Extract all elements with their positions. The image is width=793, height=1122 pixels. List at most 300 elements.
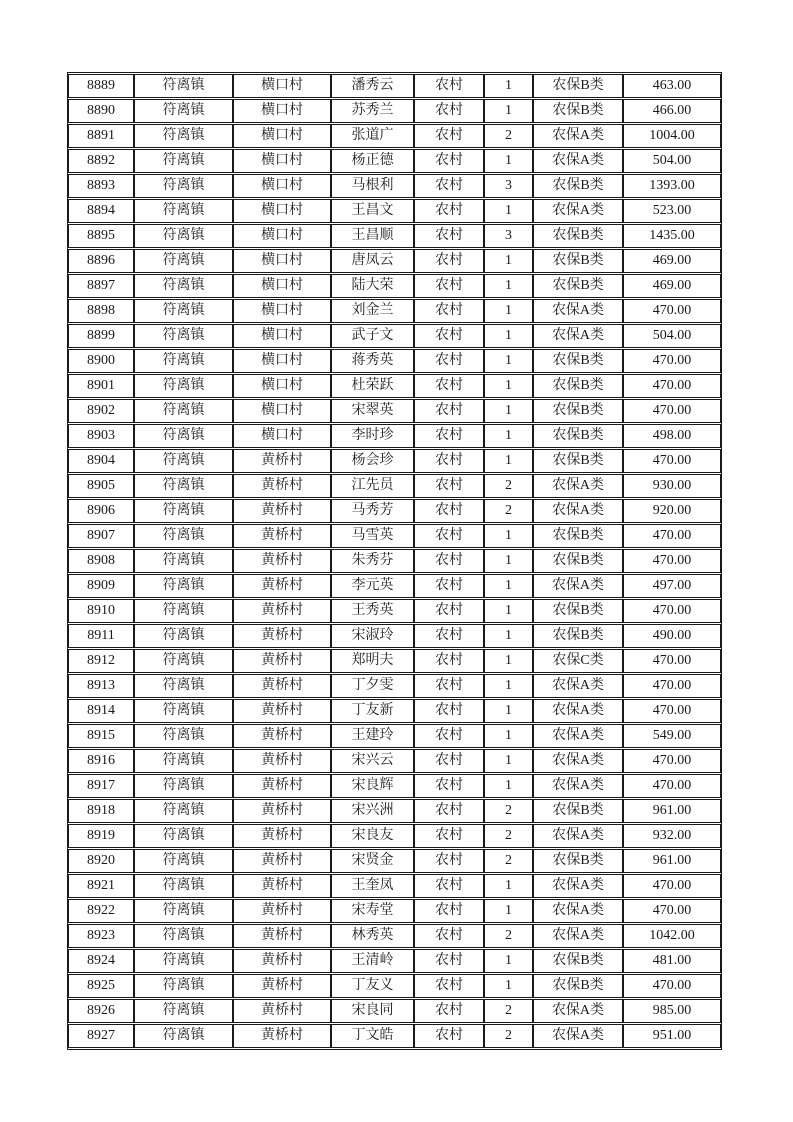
cell-town: 符离镇 [134, 349, 233, 373]
cell-category: 农村 [414, 99, 484, 123]
cell-category: 农村 [414, 324, 484, 348]
table-row [68, 374, 721, 398]
cell-row-id: 8903 [68, 424, 134, 448]
cell-category: 农村 [414, 149, 484, 173]
cell-village: 黄桥村 [233, 799, 331, 823]
cell-amount: 961.00 [623, 849, 721, 873]
cell-count: 1 [484, 874, 533, 898]
cell-town: 符离镇 [134, 624, 233, 648]
cell-person-name: 王秀英 [331, 599, 414, 623]
cell-row-id: 8896 [68, 249, 134, 273]
cell-category: 农村 [414, 749, 484, 773]
cell-person-name: 宋兴洲 [331, 799, 414, 823]
cell-insurance-type: 农保A类 [533, 199, 623, 223]
cell-count: 1 [484, 649, 533, 673]
cell-row-id: 8892 [68, 149, 134, 173]
cell-insurance-type: 农保B类 [533, 174, 623, 198]
cell-insurance-type: 农保A类 [533, 1024, 623, 1048]
cell-town: 符离镇 [134, 824, 233, 848]
cell-town: 符离镇 [134, 774, 233, 798]
cell-insurance-type: 农保C类 [533, 649, 623, 673]
cell-amount: 470.00 [623, 399, 721, 423]
cell-category: 农村 [414, 824, 484, 848]
cell-amount: 930.00 [623, 474, 721, 498]
cell-amount: 932.00 [623, 824, 721, 848]
cell-category: 农村 [414, 974, 484, 998]
cell-person-name: 潘秀云 [331, 74, 414, 98]
cell-row-id: 8902 [68, 399, 134, 423]
cell-category: 农村 [414, 799, 484, 823]
cell-category: 农村 [414, 174, 484, 198]
cell-amount: 470.00 [623, 699, 721, 723]
cell-category: 农村 [414, 299, 484, 323]
table-row [68, 249, 721, 273]
table-row [68, 649, 721, 673]
cell-row-id: 8895 [68, 224, 134, 248]
cell-town: 符离镇 [134, 549, 233, 573]
cell-insurance-type: 农保A类 [533, 574, 623, 598]
cell-amount: 1004.00 [623, 124, 721, 148]
cell-amount: 470.00 [623, 449, 721, 473]
cell-category: 农村 [414, 424, 484, 448]
cell-village: 黄桥村 [233, 774, 331, 798]
cell-row-id: 8909 [68, 574, 134, 598]
cell-insurance-type: 农保B类 [533, 974, 623, 998]
cell-row-id: 8904 [68, 449, 134, 473]
cell-insurance-type: 农保B类 [533, 449, 623, 473]
table-row [68, 574, 721, 598]
cell-amount: 523.00 [623, 199, 721, 223]
cell-person-name: 李时珍 [331, 424, 414, 448]
cell-amount: 985.00 [623, 999, 721, 1023]
table-row [68, 799, 721, 823]
cell-row-id: 8921 [68, 874, 134, 898]
cell-person-name: 杨会珍 [331, 449, 414, 473]
cell-count: 1 [484, 624, 533, 648]
cell-count: 1 [484, 549, 533, 573]
cell-row-id: 8913 [68, 674, 134, 698]
cell-category: 农村 [414, 574, 484, 598]
cell-category: 农村 [414, 924, 484, 948]
cell-amount: 1042.00 [623, 924, 721, 948]
cell-person-name: 王清岭 [331, 949, 414, 973]
cell-insurance-type: 农保B类 [533, 374, 623, 398]
cell-insurance-type: 农保A类 [533, 924, 623, 948]
cell-count: 1 [484, 274, 533, 298]
cell-row-id: 8900 [68, 349, 134, 373]
cell-row-id: 8912 [68, 649, 134, 673]
cell-village: 横口村 [233, 149, 331, 173]
cell-amount: 498.00 [623, 424, 721, 448]
cell-count: 1 [484, 199, 533, 223]
cell-person-name: 马根利 [331, 174, 414, 198]
cell-town: 符离镇 [134, 1024, 233, 1048]
cell-town: 符离镇 [134, 999, 233, 1023]
cell-town: 符离镇 [134, 949, 233, 973]
cell-category: 农村 [414, 249, 484, 273]
cell-row-id: 8897 [68, 274, 134, 298]
cell-village: 横口村 [233, 249, 331, 273]
cell-village: 黄桥村 [233, 499, 331, 523]
records-table-container [67, 72, 722, 1050]
cell-amount: 504.00 [623, 149, 721, 173]
cell-town: 符离镇 [134, 424, 233, 448]
cell-row-id: 8923 [68, 924, 134, 948]
cell-count: 1 [484, 899, 533, 923]
cell-count: 2 [484, 824, 533, 848]
cell-amount: 469.00 [623, 249, 721, 273]
cell-row-id: 8894 [68, 199, 134, 223]
cell-village: 横口村 [233, 274, 331, 298]
cell-person-name: 江先员 [331, 474, 414, 498]
cell-count: 1 [484, 749, 533, 773]
cell-village: 横口村 [233, 399, 331, 423]
cell-category: 农村 [414, 474, 484, 498]
cell-row-id: 8922 [68, 899, 134, 923]
cell-town: 符离镇 [134, 499, 233, 523]
cell-village: 黄桥村 [233, 699, 331, 723]
cell-count: 1 [484, 974, 533, 998]
cell-person-name: 宋淑玲 [331, 624, 414, 648]
cell-town: 符离镇 [134, 974, 233, 998]
cell-town: 符离镇 [134, 749, 233, 773]
cell-count: 1 [484, 149, 533, 173]
cell-category: 农村 [414, 899, 484, 923]
cell-person-name: 马雪英 [331, 524, 414, 548]
cell-count: 1 [484, 99, 533, 123]
cell-insurance-type: 农保B类 [533, 624, 623, 648]
cell-count: 1 [484, 449, 533, 473]
cell-person-name: 宋贤金 [331, 849, 414, 873]
cell-category: 农村 [414, 849, 484, 873]
cell-town: 符离镇 [134, 274, 233, 298]
cell-person-name: 朱秀芬 [331, 549, 414, 573]
cell-category: 农村 [414, 699, 484, 723]
table-row [68, 974, 721, 998]
cell-insurance-type: 农保A类 [533, 824, 623, 848]
cell-village: 横口村 [233, 124, 331, 148]
cell-row-id: 8898 [68, 299, 134, 323]
cell-category: 农村 [414, 499, 484, 523]
cell-count: 1 [484, 374, 533, 398]
cell-insurance-type: 农保A类 [533, 499, 623, 523]
cell-person-name: 张道广 [331, 124, 414, 148]
cell-village: 黄桥村 [233, 849, 331, 873]
table-row [68, 724, 721, 748]
cell-category: 农村 [414, 599, 484, 623]
cell-row-id: 8908 [68, 549, 134, 573]
cell-town: 符离镇 [134, 724, 233, 748]
cell-person-name: 王昌文 [331, 199, 414, 223]
cell-insurance-type: 农保B类 [533, 349, 623, 373]
cell-person-name: 丁友义 [331, 974, 414, 998]
cell-category: 农村 [414, 274, 484, 298]
cell-person-name: 宋良辉 [331, 774, 414, 798]
cell-row-id: 8916 [68, 749, 134, 773]
cell-person-name: 林秀英 [331, 924, 414, 948]
cell-count: 2 [484, 849, 533, 873]
cell-person-name: 丁夕雯 [331, 674, 414, 698]
cell-count: 1 [484, 349, 533, 373]
cell-insurance-type: 农保B类 [533, 799, 623, 823]
cell-insurance-type: 农保B类 [533, 249, 623, 273]
cell-village: 横口村 [233, 224, 331, 248]
cell-person-name: 武子文 [331, 324, 414, 348]
cell-village: 黄桥村 [233, 999, 331, 1023]
table-row [68, 99, 721, 123]
cell-insurance-type: 农保A类 [533, 699, 623, 723]
cell-insurance-type: 农保B类 [533, 424, 623, 448]
cell-town: 符离镇 [134, 149, 233, 173]
cell-village: 黄桥村 [233, 649, 331, 673]
cell-insurance-type: 农保A类 [533, 149, 623, 173]
table-row [68, 599, 721, 623]
cell-insurance-type: 农保A类 [533, 874, 623, 898]
cell-village: 黄桥村 [233, 924, 331, 948]
cell-town: 符离镇 [134, 574, 233, 598]
cell-village: 黄桥村 [233, 624, 331, 648]
cell-amount: 470.00 [623, 899, 721, 923]
cell-count: 2 [484, 999, 533, 1023]
cell-count: 2 [484, 124, 533, 148]
cell-village: 黄桥村 [233, 824, 331, 848]
cell-count: 2 [484, 474, 533, 498]
table-row [68, 124, 721, 148]
cell-town: 符离镇 [134, 449, 233, 473]
cell-category: 农村 [414, 724, 484, 748]
table-row [68, 149, 721, 173]
cell-amount: 951.00 [623, 1024, 721, 1048]
cell-insurance-type: 农保A类 [533, 124, 623, 148]
cell-town: 符离镇 [134, 924, 233, 948]
table-row [68, 624, 721, 648]
cell-row-id: 8891 [68, 124, 134, 148]
table-row [68, 199, 721, 223]
cell-insurance-type: 农保B类 [533, 99, 623, 123]
cell-count: 1 [484, 674, 533, 698]
cell-village: 黄桥村 [233, 674, 331, 698]
cell-row-id: 8925 [68, 974, 134, 998]
cell-person-name: 王奎凤 [331, 874, 414, 898]
cell-village: 黄桥村 [233, 524, 331, 548]
cell-insurance-type: 农保A类 [533, 299, 623, 323]
cell-count: 1 [484, 599, 533, 623]
cell-category: 农村 [414, 624, 484, 648]
cell-person-name: 宋良同 [331, 999, 414, 1023]
cell-row-id: 8905 [68, 474, 134, 498]
cell-person-name: 宋兴云 [331, 749, 414, 773]
cell-row-id: 8893 [68, 174, 134, 198]
cell-town: 符离镇 [134, 374, 233, 398]
cell-village: 黄桥村 [233, 749, 331, 773]
table-row [68, 749, 721, 773]
table-body [68, 74, 721, 1048]
cell-row-id: 8924 [68, 949, 134, 973]
cell-count: 1 [484, 774, 533, 798]
cell-count: 1 [484, 324, 533, 348]
cell-category: 农村 [414, 999, 484, 1023]
table-row [68, 549, 721, 573]
table-row [68, 424, 721, 448]
cell-person-name: 刘金兰 [331, 299, 414, 323]
cell-category: 农村 [414, 349, 484, 373]
cell-town: 符离镇 [134, 649, 233, 673]
table-row [68, 899, 721, 923]
cell-category: 农村 [414, 224, 484, 248]
cell-town: 符离镇 [134, 249, 233, 273]
cell-amount: 1435.00 [623, 224, 721, 248]
cell-person-name: 郑明夫 [331, 649, 414, 673]
cell-person-name: 宋寿堂 [331, 899, 414, 923]
cell-row-id: 8901 [68, 374, 134, 398]
cell-insurance-type: 农保A类 [533, 999, 623, 1023]
cell-village: 黄桥村 [233, 874, 331, 898]
cell-town: 符离镇 [134, 399, 233, 423]
cell-amount: 469.00 [623, 274, 721, 298]
cell-amount: 504.00 [623, 324, 721, 348]
cell-amount: 470.00 [623, 349, 721, 373]
cell-town: 符离镇 [134, 524, 233, 548]
cell-town: 符离镇 [134, 174, 233, 198]
cell-village: 黄桥村 [233, 974, 331, 998]
cell-insurance-type: 农保A类 [533, 899, 623, 923]
cell-town: 符离镇 [134, 74, 233, 98]
cell-category: 农村 [414, 874, 484, 898]
table-row [68, 324, 721, 348]
table-row [68, 474, 721, 498]
cell-amount: 470.00 [623, 674, 721, 698]
cell-insurance-type: 农保B类 [533, 74, 623, 98]
cell-town: 符离镇 [134, 899, 233, 923]
cell-amount: 466.00 [623, 99, 721, 123]
cell-insurance-type: 农保A类 [533, 474, 623, 498]
cell-insurance-type: 农保A类 [533, 749, 623, 773]
cell-count: 3 [484, 224, 533, 248]
cell-row-id: 8914 [68, 699, 134, 723]
cell-amount: 470.00 [623, 874, 721, 898]
cell-amount: 961.00 [623, 799, 721, 823]
cell-person-name: 杜荣跃 [331, 374, 414, 398]
cell-person-name: 蒋秀英 [331, 349, 414, 373]
cell-village: 黄桥村 [233, 449, 331, 473]
cell-town: 符离镇 [134, 99, 233, 123]
cell-village: 黄桥村 [233, 899, 331, 923]
table-row [68, 349, 721, 373]
cell-amount: 470.00 [623, 524, 721, 548]
cell-category: 农村 [414, 674, 484, 698]
cell-insurance-type: 农保B类 [533, 274, 623, 298]
cell-village: 黄桥村 [233, 549, 331, 573]
cell-person-name: 陆大荣 [331, 274, 414, 298]
cell-category: 农村 [414, 774, 484, 798]
cell-count: 1 [484, 249, 533, 273]
table-row [68, 849, 721, 873]
table-row [68, 224, 721, 248]
table-row [68, 924, 721, 948]
cell-person-name: 苏秀兰 [331, 99, 414, 123]
cell-category: 农村 [414, 549, 484, 573]
cell-village: 横口村 [233, 374, 331, 398]
cell-town: 符离镇 [134, 324, 233, 348]
cell-town: 符离镇 [134, 874, 233, 898]
cell-count: 2 [484, 499, 533, 523]
cell-town: 符离镇 [134, 124, 233, 148]
cell-amount: 470.00 [623, 649, 721, 673]
cell-person-name: 王昌顺 [331, 224, 414, 248]
cell-insurance-type: 农保B类 [533, 549, 623, 573]
cell-village: 横口村 [233, 99, 331, 123]
records-table [67, 72, 722, 1050]
cell-amount: 463.00 [623, 74, 721, 98]
cell-amount: 490.00 [623, 624, 721, 648]
cell-count: 2 [484, 924, 533, 948]
cell-person-name: 马秀芳 [331, 499, 414, 523]
cell-town: 符离镇 [134, 699, 233, 723]
table-row [68, 174, 721, 198]
cell-category: 农村 [414, 949, 484, 973]
cell-count: 1 [484, 699, 533, 723]
cell-row-id: 8918 [68, 799, 134, 823]
cell-insurance-type: 农保B类 [533, 524, 623, 548]
cell-town: 符离镇 [134, 299, 233, 323]
cell-count: 1 [484, 524, 533, 548]
table-row [68, 274, 721, 298]
cell-category: 农村 [414, 449, 484, 473]
cell-count: 2 [484, 1024, 533, 1048]
cell-row-id: 8919 [68, 824, 134, 848]
cell-amount: 470.00 [623, 299, 721, 323]
table-row [68, 299, 721, 323]
cell-row-id: 8927 [68, 1024, 134, 1048]
cell-category: 农村 [414, 524, 484, 548]
table-row [68, 824, 721, 848]
cell-insurance-type: 农保B类 [533, 599, 623, 623]
cell-row-id: 8899 [68, 324, 134, 348]
table-row [68, 1024, 721, 1048]
cell-row-id: 8926 [68, 999, 134, 1023]
cell-row-id: 8915 [68, 724, 134, 748]
cell-village: 横口村 [233, 74, 331, 98]
cell-row-id: 8911 [68, 624, 134, 648]
cell-village: 横口村 [233, 199, 331, 223]
table-row [68, 449, 721, 473]
cell-count: 1 [484, 949, 533, 973]
cell-town: 符离镇 [134, 799, 233, 823]
cell-row-id: 8910 [68, 599, 134, 623]
table-row [68, 949, 721, 973]
cell-village: 横口村 [233, 424, 331, 448]
cell-person-name: 宋翠英 [331, 399, 414, 423]
cell-amount: 470.00 [623, 749, 721, 773]
cell-category: 农村 [414, 649, 484, 673]
cell-row-id: 8917 [68, 774, 134, 798]
cell-village: 横口村 [233, 349, 331, 373]
cell-amount: 497.00 [623, 574, 721, 598]
table-row [68, 874, 721, 898]
table-row [68, 499, 721, 523]
cell-town: 符离镇 [134, 849, 233, 873]
table-row [68, 524, 721, 548]
cell-village: 黄桥村 [233, 574, 331, 598]
cell-village: 黄桥村 [233, 724, 331, 748]
cell-insurance-type: 农保A类 [533, 324, 623, 348]
table-row [68, 999, 721, 1023]
cell-town: 符离镇 [134, 599, 233, 623]
cell-category: 农村 [414, 74, 484, 98]
cell-insurance-type: 农保A类 [533, 674, 623, 698]
cell-town: 符离镇 [134, 674, 233, 698]
cell-person-name: 李元英 [331, 574, 414, 598]
